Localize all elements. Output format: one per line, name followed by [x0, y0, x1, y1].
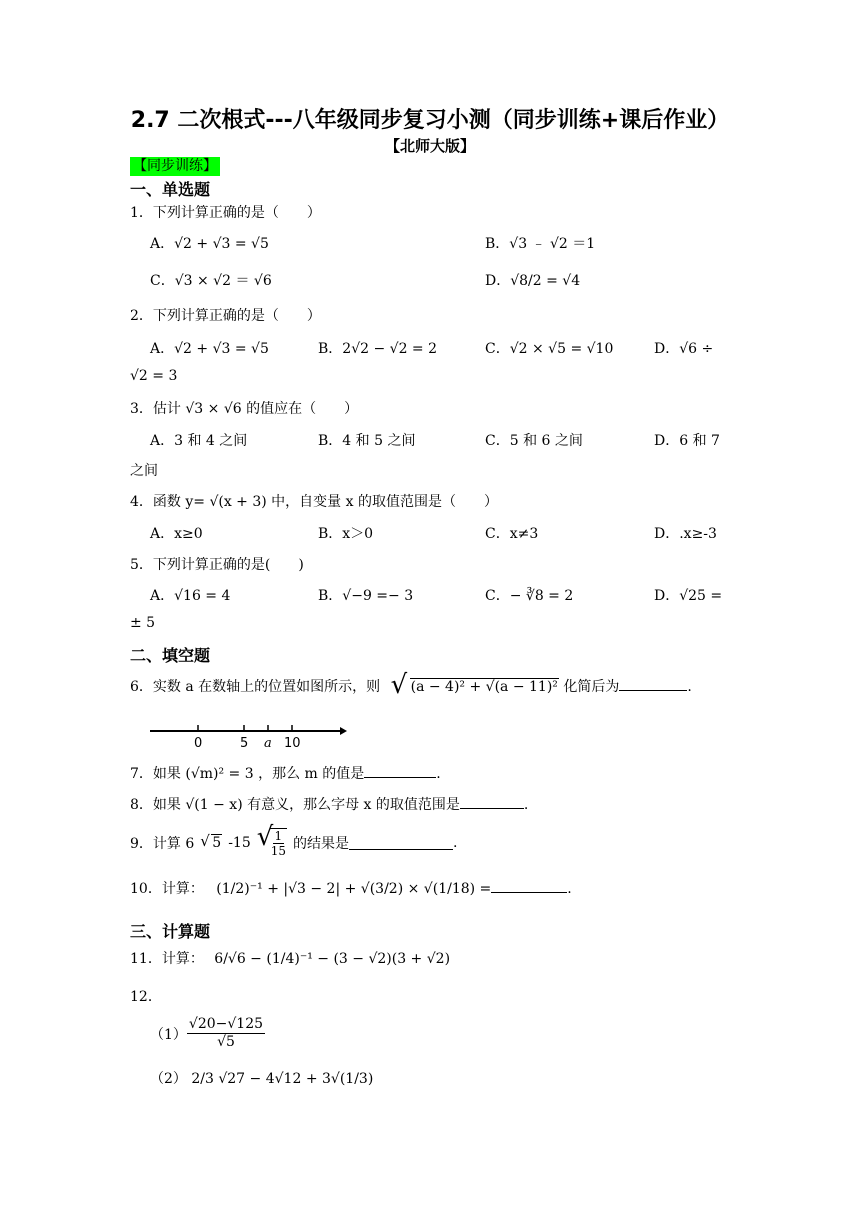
question-10-stem-a: 10．计算：	[130, 881, 204, 897]
question-3-option-a: A．3 和 4 之间	[150, 433, 248, 449]
question-9-stem	[130, 822, 458, 860]
section-heading-fill-in: 二、填空题	[130, 646, 211, 665]
question-12-part-1-label: （1）	[150, 1026, 187, 1043]
question-5-option-d: D．√25 =	[654, 588, 723, 604]
question-12-part-2-expression: 2/3 √27 − 4√12 + 3√(1/3)	[191, 1071, 374, 1087]
question-9-radical-fraction: √ $\frac{1}{15}$	[256, 822, 287, 858]
question-6-answer-blank	[619, 678, 687, 691]
question-6-stem	[130, 670, 692, 700]
question-3-option-d-continued: 之间	[130, 463, 158, 479]
question-10-stem	[130, 878, 572, 898]
question-7-answer-blank	[364, 765, 436, 778]
question-9-mid: -15	[228, 835, 251, 851]
question-7-stem-a: 7．如果	[130, 766, 181, 782]
question-3-stem: 3．估计 √3 × √6 的值应在（ ）	[130, 401, 359, 417]
question-9-radicand-5: 5	[212, 835, 222, 851]
question-2-option-d: D．√6 ÷	[654, 341, 714, 357]
question-4-option-d: D．.x≥-3	[654, 526, 717, 542]
question-7-period: .	[436, 766, 441, 782]
question-7-expression: (√m)² = 3	[185, 766, 254, 782]
question-9-stem-b: 的结果是	[293, 836, 350, 852]
tick-label-a: a	[264, 736, 272, 751]
question-12-part-1-fraction	[187, 1016, 265, 1051]
tick-label-0: 0	[194, 736, 203, 751]
question-12-stem: 12．	[130, 989, 162, 1005]
section-heading-single-choice: 一、单选题	[130, 180, 211, 199]
question-5-option-b: B．√−9 =− 3	[318, 588, 414, 604]
question-12-part-1-numerator: √20−√125	[188, 1016, 264, 1032]
question-11-stem-a: 11．计算：	[130, 951, 204, 967]
question-9-radical-5: √ 5	[200, 832, 222, 851]
question-1-option-b: B．√3 ﹣ √2 ＝1	[485, 236, 596, 252]
page-title: 2.7 二次根式---八年级同步复习小测（同步训练+课后作业）	[130, 108, 730, 133]
question-6-expression: (a − 4)² + √(a − 11)²	[410, 679, 558, 695]
page-subtitle: 【北师大版】	[384, 137, 475, 155]
question-8-answer-blank	[460, 796, 524, 809]
question-6-period: .	[687, 679, 692, 695]
question-12-part-2	[150, 1068, 373, 1088]
question-7-stem-b: ，那么 m 的值是	[258, 766, 365, 782]
question-7-stem	[130, 763, 441, 783]
question-12-part-2-label: （2）	[150, 1071, 187, 1087]
question-9-denominator: 15	[270, 844, 287, 858]
question-8-stem-a: 8．如果	[130, 797, 181, 813]
question-3-option-b: B．4 和 5 之间	[318, 433, 416, 449]
question-3-option-c: C．5 和 6 之间	[485, 433, 583, 449]
question-5-option-d-continued: ± 5	[130, 615, 156, 631]
question-5-option-c: C．− ∛8 = 2	[485, 588, 574, 604]
question-4-option-c: C．x≠3	[485, 526, 539, 542]
question-9-answer-blank	[349, 837, 453, 850]
question-6-radical: √ (a − 4)² + √(a − 11)²	[390, 670, 558, 700]
question-9-period: .	[453, 835, 458, 851]
question-6-stem-a: 6．实数 a 在数轴上的位置如图所示，则	[130, 679, 381, 695]
question-2-stem: 2．下列计算正确的是（ ）	[130, 308, 321, 324]
question-5-option-a: A．√16 = 4	[150, 588, 231, 604]
section-tag: 【同步训练】	[130, 157, 220, 176]
question-2-option-c: C．√2 × √5 = √10	[485, 341, 614, 357]
question-5-stem: 5．下列计算正确的是( )	[130, 557, 304, 573]
question-8-period: .	[523, 797, 529, 813]
question-10-answer-blank	[491, 880, 567, 893]
question-4-stem: 4．函数 y= √(x + 3) 中，自变量 x 的取值范围是（ ）	[130, 494, 498, 510]
tick-label-10: 10	[284, 736, 301, 751]
question-11-stem	[130, 948, 450, 968]
question-2-option-a: A．√2 + √3 = √5	[150, 341, 269, 357]
question-8-stem	[130, 794, 528, 814]
question-10-period: .	[567, 881, 572, 897]
question-4-option-b: B．x＞0	[318, 526, 374, 542]
question-12-part-1-denominator: √5	[217, 1034, 235, 1050]
question-8-stem-b: 有意义，那么字母 x 的取值范围是	[247, 797, 460, 813]
tick-label-5: 5	[240, 736, 249, 751]
question-1-option-c: C．√3 × √2 ＝ √6	[150, 273, 272, 289]
question-10-equals: =	[479, 881, 492, 897]
question-9-stem-a: 9．计算 6	[130, 836, 195, 852]
question-9-numerator: 1	[274, 829, 283, 843]
question-4-option-a: A．x≥0	[150, 526, 203, 542]
number-line-figure	[150, 718, 350, 754]
question-2-option-d-continued: √2 = 3	[130, 368, 178, 384]
question-1-option-d: D．√8/2 = √4	[485, 273, 581, 289]
question-6-stem-b: 化简后为	[563, 679, 620, 695]
question-3-option-d: D．6 和 7	[654, 433, 720, 449]
question-8-expression: √(1 − x)	[185, 797, 243, 813]
number-line-arrow	[340, 727, 347, 735]
question-2-option-b: B．2√2 − √2 = 2	[318, 341, 438, 357]
question-1-stem: 1．下列计算正确的是（ ）	[130, 205, 321, 221]
question-11-expression: 6/√6 − (1/4)⁻¹ − (3 − √2)(3 + √2)	[214, 951, 451, 967]
question-10-expression: (1/2)⁻¹ + |√3 − 2| + √(3/2) × √(1/18)	[216, 881, 476, 897]
question-1-option-a: A．√2 + √3 = √5	[150, 236, 269, 252]
section-heading-calculation: 三、计算题	[130, 922, 211, 941]
question-12-part-1	[150, 1016, 265, 1051]
